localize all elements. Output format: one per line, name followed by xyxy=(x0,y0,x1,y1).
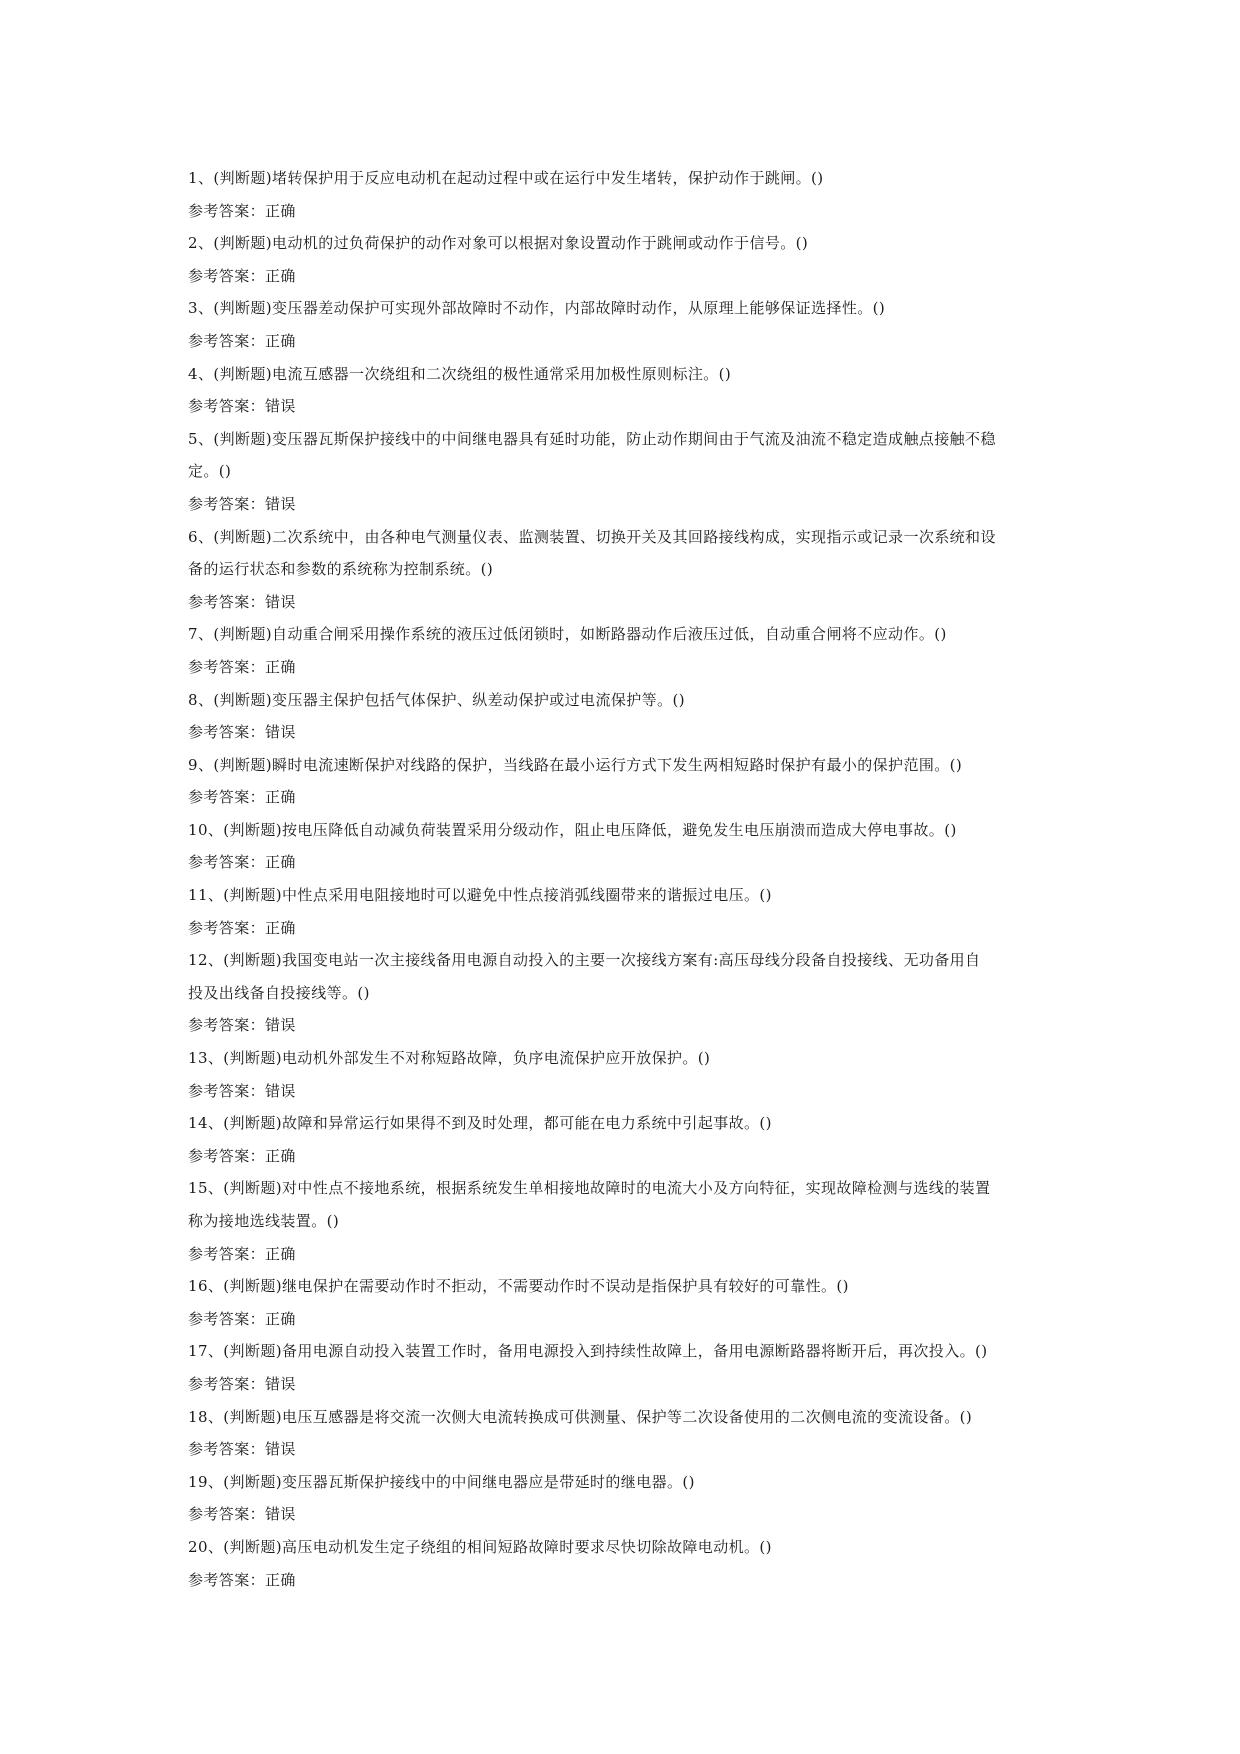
question-item xyxy=(188,1401,1068,1466)
answer-line xyxy=(188,651,1068,684)
answer-value: 错误 xyxy=(265,592,296,611)
answer-value: 正确 xyxy=(265,1244,296,1263)
question-text: 15、(判断题)对中性点不接地系统，根据系统发生单相接地故障时的电流大小及方向特征，实现故障检测与选线的装置 xyxy=(188,1179,991,1198)
answer-label: 参考答案： xyxy=(188,657,266,676)
question-text: 4、(判断题)电流互感器一次绕组和二次绕组的极性通常采用加极性原则标注。() xyxy=(188,364,732,383)
answer-value: 错误 xyxy=(265,494,296,513)
answer-value: 正确 xyxy=(265,788,296,807)
question-item xyxy=(188,879,1068,944)
question-item xyxy=(188,684,1068,749)
answer-line xyxy=(188,716,1068,749)
question-text: 19、(判断题)变压器瓦斯保护接线中的中间继电器应是带延时的继电器。() xyxy=(188,1472,695,1491)
answer-value: 错误 xyxy=(265,1505,296,1524)
question-text: 称为接地选线装置。() xyxy=(188,1212,340,1230)
answer-line xyxy=(188,1238,1068,1271)
question-item xyxy=(188,1270,1068,1335)
question-list xyxy=(188,162,1068,1596)
question-item xyxy=(188,944,1068,1042)
answer-label: 参考答案： xyxy=(188,1374,266,1393)
answer-line xyxy=(188,1498,1068,1531)
question-text: 投及出线备自投接线等。() xyxy=(188,983,370,1002)
answer-line xyxy=(188,1564,1068,1597)
question-text: 16、(判断题)继电保护在需要动作时不拒动，不需要动作时不误动是指保护具有较好的可靠性。() xyxy=(188,1277,849,1296)
question-text: 定。() xyxy=(188,462,232,481)
question-item xyxy=(188,227,1068,292)
answer-value: 错误 xyxy=(265,723,296,742)
answer-line xyxy=(188,586,1068,619)
answer-line xyxy=(188,1433,1068,1466)
question-text: 7、(判断题)自动重合闸采用操作系统的液压过低闭锁时，如断路器动作后液压过低，自动重合闸将不应动作。() xyxy=(188,625,947,644)
question-text: 13、(判断题)电动机外部发生不对称短路故障，负序电流保护应开放保护。() xyxy=(188,1049,711,1068)
question-text: 10、(判断题)按电压降低自动减负荷装置采用分级动作，阻止电压降低，避免发生电压崩溃而造成大停电事故。() xyxy=(188,820,957,839)
answer-label: 参考答案： xyxy=(188,201,266,220)
answer-label: 参考答案： xyxy=(188,592,266,611)
answer-value: 正确 xyxy=(265,853,296,872)
answer-value: 错误 xyxy=(265,1440,296,1459)
question-item xyxy=(188,292,1068,357)
answer-line xyxy=(188,195,1068,228)
answer-value: 错误 xyxy=(265,397,296,416)
question-item xyxy=(188,1466,1068,1531)
question-text: 5、(判断题)变压器瓦斯保护接线中的中间继电器具有延时功能，防止动作期间由于气流及油流不稳定造成触点接触不稳 xyxy=(188,429,996,448)
question-text: 6、(判断题)二次系统中，由各种电气测量仪表、监测装置、切换开关及其回路接线构成，实现指示或记录一次系统和设 xyxy=(188,527,996,546)
answer-label: 参考答案： xyxy=(188,1570,266,1589)
answer-line xyxy=(188,1075,1068,1108)
answer-value: 正确 xyxy=(265,657,296,676)
answer-line xyxy=(188,1368,1068,1401)
answer-value: 错误 xyxy=(265,1016,296,1035)
question-item xyxy=(188,814,1068,879)
answer-line xyxy=(188,390,1068,423)
question-item xyxy=(188,358,1068,423)
question-text: 9、(判断题)瞬时电流速断保护对线路的保护，当线路在最小运行方式下发生两相短路时保护有最小的保护范围。() xyxy=(188,755,963,774)
question-item xyxy=(188,521,1068,619)
answer-label: 参考答案： xyxy=(188,1309,266,1328)
answer-line xyxy=(188,325,1068,358)
answer-value: 正确 xyxy=(265,266,296,285)
answer-label: 参考答案： xyxy=(188,853,266,872)
answer-line xyxy=(188,912,1068,945)
answer-value: 正确 xyxy=(265,1146,296,1165)
answer-label: 参考答案： xyxy=(188,1505,266,1524)
answer-value: 正确 xyxy=(265,918,296,937)
answer-line xyxy=(188,1009,1068,1042)
answer-line xyxy=(188,781,1068,814)
answer-line xyxy=(188,488,1068,521)
question-text: 12、(判断题)我国变电站一次主接线备用电源自动投入的主要一次接线方案有:高压母线分段备自投接线、无功备用自 xyxy=(188,951,981,970)
question-item xyxy=(188,162,1068,227)
question-item xyxy=(188,1335,1068,1400)
question-text: 1、(判断题)堵转保护用于反应电动机在起动过程中或在运行中发生堵转，保护动作于跳闸。() xyxy=(188,169,824,187)
question-text: 18、(判断题)电压互感器是将交流一次侧大电流转换成可供测量、保护等二次设备使用的二次侧电流的变流设备。() xyxy=(188,1407,973,1426)
question-item xyxy=(188,1531,1068,1596)
answer-label: 参考答案： xyxy=(188,494,266,513)
answer-label: 参考答案： xyxy=(188,1146,266,1165)
answer-label: 参考答案： xyxy=(188,1016,266,1035)
answer-label: 参考答案： xyxy=(188,266,266,285)
question-item xyxy=(188,1107,1068,1172)
answer-label: 参考答案： xyxy=(188,331,266,350)
question-item xyxy=(188,749,1068,814)
answer-value: 正确 xyxy=(265,201,296,220)
question-text: 8、(判断题)变压器主保护包括气体保护、纵差动保护或过电流保护等。() xyxy=(188,690,685,709)
answer-label: 参考答案： xyxy=(188,1081,266,1100)
answer-value: 错误 xyxy=(265,1081,296,1100)
question-text: 备的运行状态和参数的系统称为控制系统。() xyxy=(188,560,494,579)
question-text: 11、(判断题)中性点采用电阻接地时可以避免中性点接消弧线圈带来的谐振过电压。() xyxy=(188,886,772,905)
answer-label: 参考答案： xyxy=(188,918,266,937)
answer-value: 错误 xyxy=(265,1374,296,1393)
answer-label: 参考答案： xyxy=(188,788,266,807)
question-text: 17、(判断题)备用电源自动投入装置工作时，备用电源投入到持续性故障上，备用电源断路器将断开后，再次投入。() xyxy=(188,1342,988,1361)
question-item xyxy=(188,1172,1068,1270)
question-text: 3、(判断题)变压器差动保护可实现外部故障时不动作，内部故障时动作，从原理上能够保证选择性。() xyxy=(188,299,886,318)
question-text: 20、(判断题)高压电动机发生定子绕组的相间短路故障时要求尽快切除故障电动机。() xyxy=(188,1537,772,1556)
answer-label: 参考答案： xyxy=(188,1440,266,1459)
answer-label: 参考答案： xyxy=(188,723,266,742)
answer-line xyxy=(188,846,1068,879)
answer-value: 正确 xyxy=(265,1309,296,1328)
question-text: 14、(判断题)故障和异常运行如果得不到及时处理，都可能在电力系统中引起事故。() xyxy=(188,1114,772,1133)
question-item xyxy=(188,618,1068,683)
answer-label: 参考答案： xyxy=(188,397,266,416)
question-text: 2、(判断题)电动机的过负荷保护的动作对象可以根据对象设置动作于跳闸或动作于信号。() xyxy=(188,234,809,253)
answer-line xyxy=(188,1140,1068,1173)
question-item xyxy=(188,1042,1068,1107)
answer-line xyxy=(188,260,1068,293)
answer-line xyxy=(188,1303,1068,1336)
question-item xyxy=(188,423,1068,521)
answer-value: 正确 xyxy=(265,1570,296,1589)
answer-value: 正确 xyxy=(265,331,296,350)
answer-label: 参考答案： xyxy=(188,1244,266,1263)
